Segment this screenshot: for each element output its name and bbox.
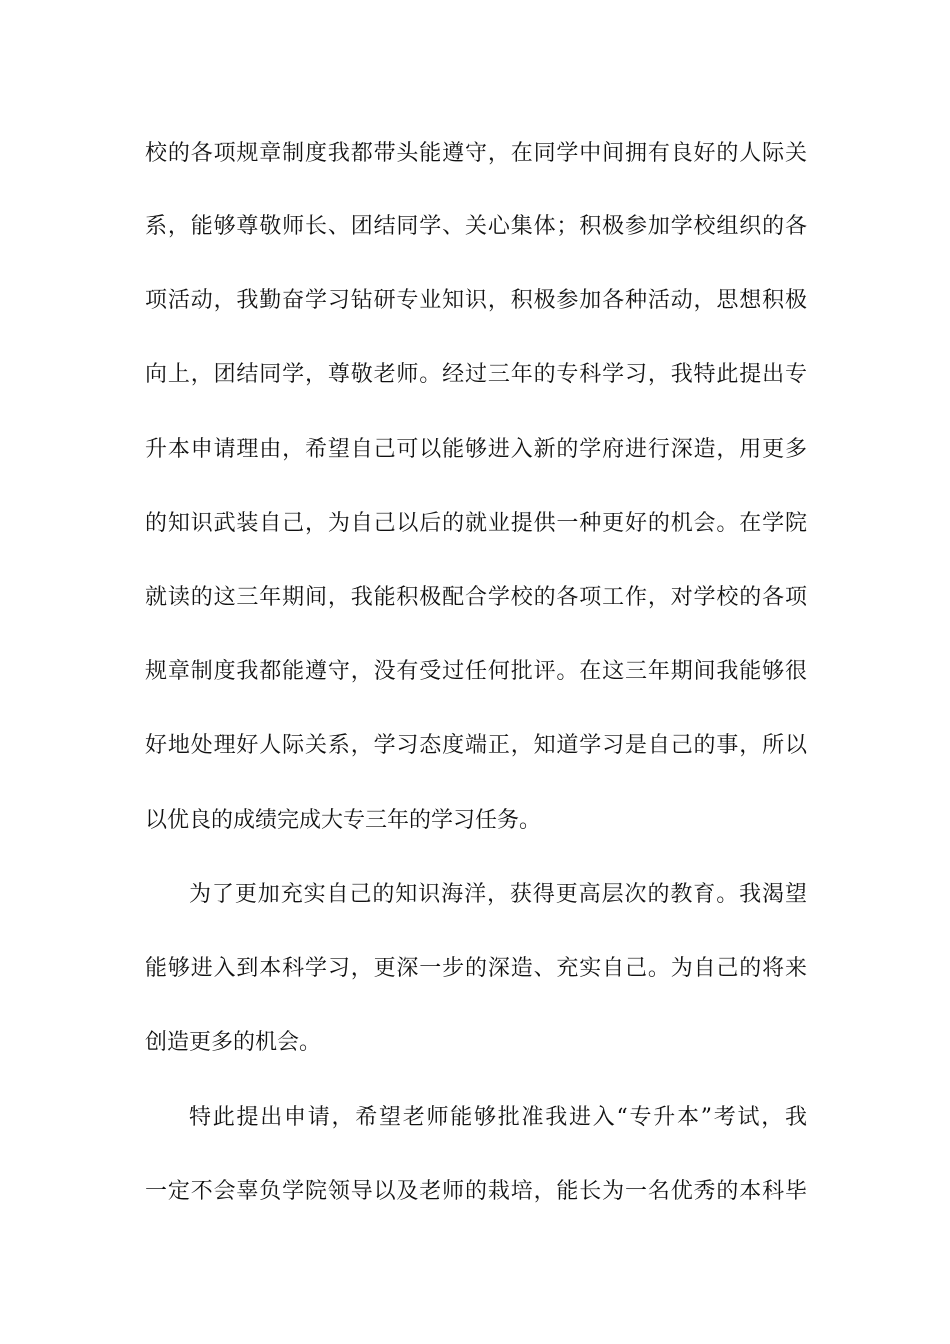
body-text-line: 创造更多的机会。 (145, 1030, 322, 1055)
body-text-line: 系，能够尊敬师长、团结同学、关心集体；积极参加学校组织的各 (145, 214, 807, 239)
body-text-line: 好地处理好人际关系，学习态度端正，知道学习是自己的事，所以 (145, 733, 807, 758)
body-text-line: 校的各项规章制度我都带头能遵守，在同学中间拥有良好的人际关 (145, 141, 807, 166)
body-text-line: 一定不会辜负学院领导以及老师的栽培，能长为一名优秀的本科毕 (145, 1179, 807, 1204)
body-text-line: 规章制度我都能遵守，没有受过任何批评。在这三年期间我能够很 (145, 659, 807, 684)
body-text-line: 特此提出申请，希望老师能够批准我进入“专升本”考试，我 (189, 1105, 807, 1130)
body-text-line: 为了更加充实自己的知识海洋，获得更高层次的教育。我渴望 (189, 882, 807, 907)
body-text-line: 的知识武装自己，为自己以后的就业提供一种更好的机会。在学院 (145, 511, 807, 536)
body-text-line: 升本申请理由，希望自己可以能够进入新的学府进行深造，用更多 (145, 437, 807, 462)
body-text-line: 向上，团结同学，尊敬老师。经过三年的专科学习，我特此提出专 (145, 362, 807, 387)
body-text-line: 以优良的成绩完成大专三年的学习任务。 (145, 808, 542, 833)
body-text-line: 就读的这三年期间，我能积极配合学校的各项工作，对学校的各项 (145, 585, 807, 610)
body-text-line: 项活动，我勤奋学习钻研专业知识，积极参加各种活动，思想积极 (145, 288, 807, 313)
body-text-line: 能够进入到本科学习，更深一步的深造、充实自己。为自己的将来 (145, 956, 807, 981)
